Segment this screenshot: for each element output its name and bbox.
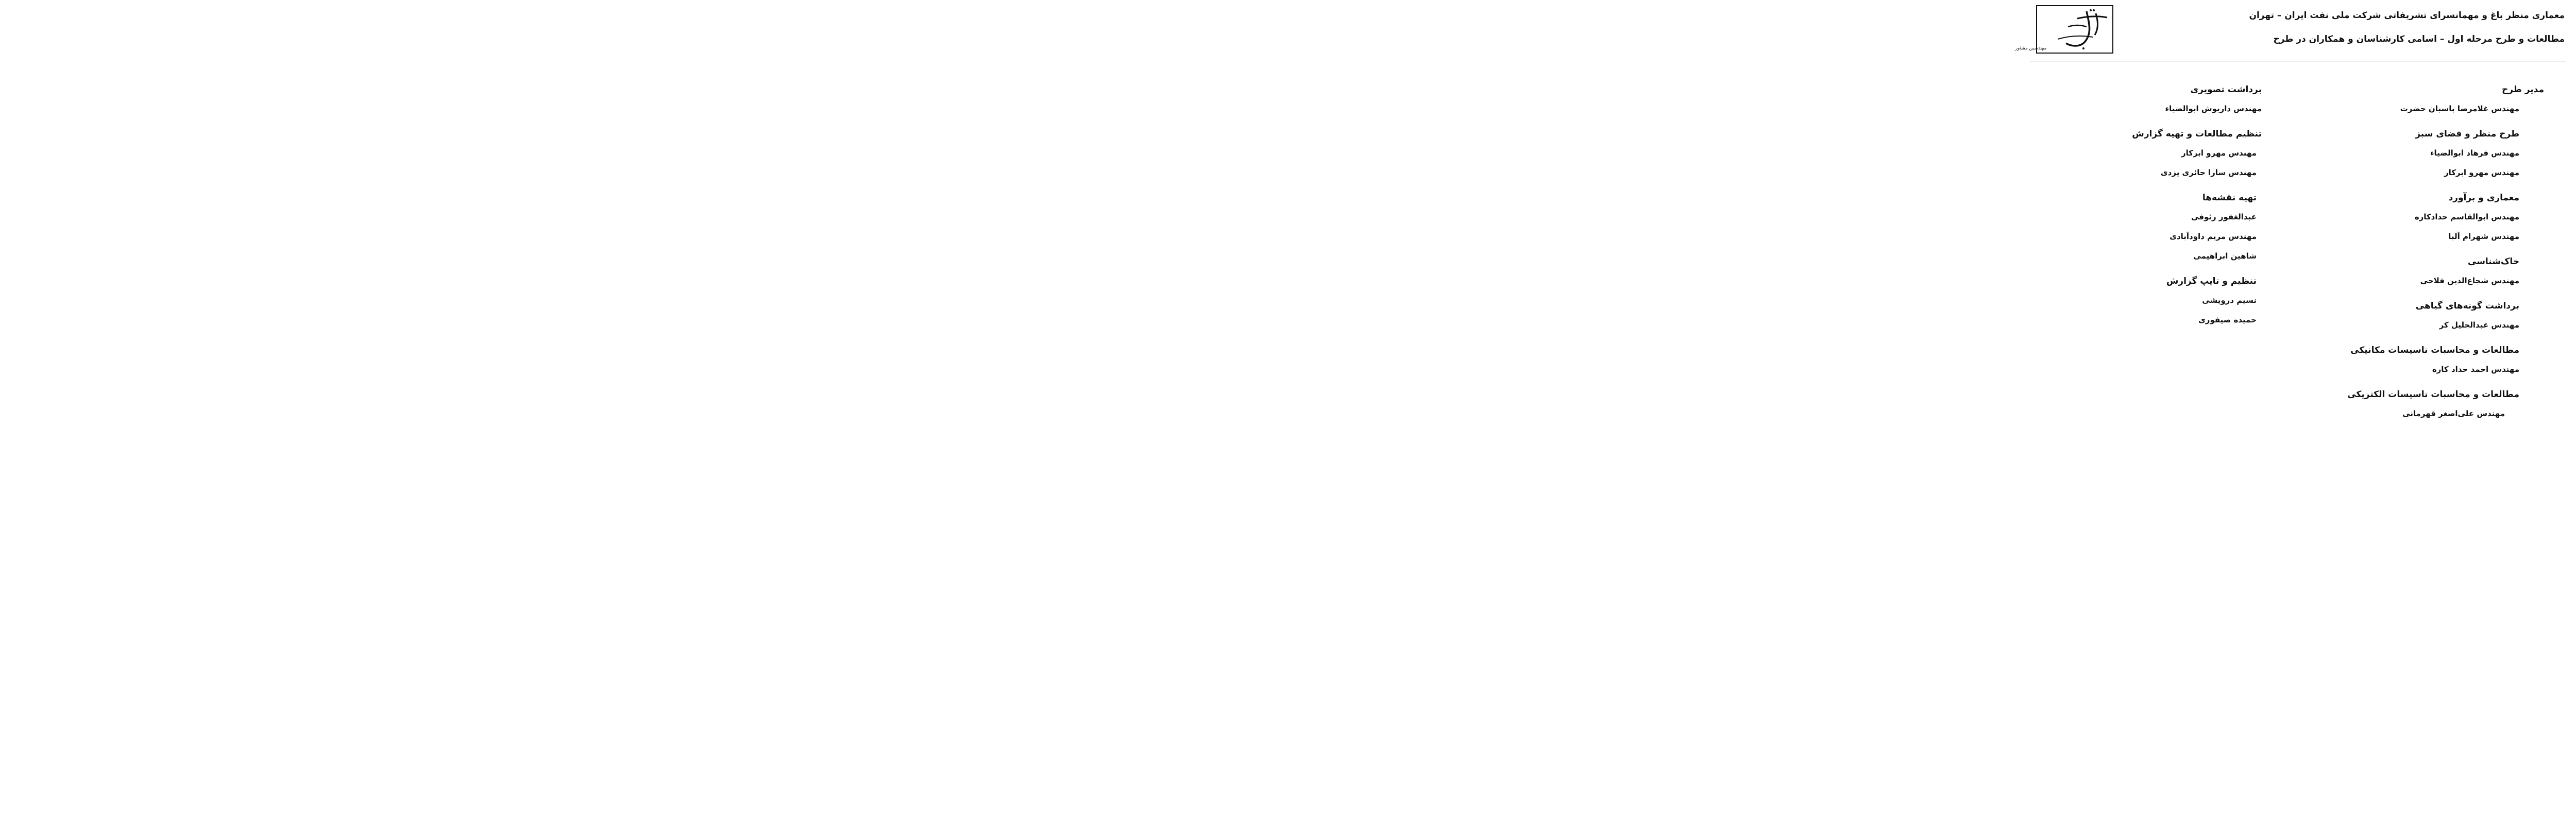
- section-plant-survey: [2303, 300, 2519, 331]
- left-column: [2087, 83, 2262, 339]
- section-heading: طرح منظر و فضای سبز: [2415, 129, 2519, 139]
- member-name: مهندس شجاع‌الدین فلاحی: [2420, 276, 2519, 285]
- section-heading: مطالعات و محاسبات تاسیسات مکانیکی: [2350, 345, 2519, 355]
- document-subtitle: مطالعات و طرح مرحله اول – اسامی کارشناسان و همکاران در طرح: [2273, 34, 2565, 44]
- right-column: [2303, 83, 2544, 433]
- member-name: مهندس فرهاد ابوالضیاء: [2430, 148, 2519, 158]
- member-name: مهندس غلامرضا پاسبان حضرت: [2400, 104, 2519, 113]
- section-architecture-estimate: [2303, 192, 2519, 242]
- member-name: مهندس مهرو ابرکار: [2181, 148, 2257, 158]
- member-name: عبدالغفور رئوفی: [2191, 212, 2257, 221]
- document-title: معماری منظر باغ و مهمانسرای تشریفاتی شرکت ملی نفت ایران – تهران: [2249, 10, 2565, 21]
- section-heading: تهیه نقشه‌ها: [2202, 193, 2257, 203]
- member-name: مهندس علی‌اصغر قهرمانی: [2402, 409, 2505, 418]
- company-logo: [2015, 5, 2113, 54]
- section-electrical: [2303, 388, 2519, 419]
- section-heading: تنظیم مطالعات و تهیه گزارش: [2132, 129, 2262, 139]
- calligraphy-logo-icon: [2015, 6, 2112, 53]
- member-name: مهندس شهرام آلبا: [2448, 232, 2519, 241]
- section-typing: [2087, 275, 2262, 325]
- section-heading: معماری و برآورد: [2448, 193, 2519, 203]
- member-name: مهندس سارا حائری یزدی: [2160, 168, 2257, 177]
- document-header: [2015, 0, 2576, 62]
- section-heading: برداشت گونه‌های گیاهی: [2415, 301, 2519, 311]
- member-name: مهندس ابوالقاسم حدادکاره: [2414, 212, 2519, 221]
- section-report-preparation: [2087, 128, 2262, 178]
- member-name: مهندس احمد حداد کاره: [2432, 365, 2519, 374]
- section-heading: خاک‌شناسی: [2468, 256, 2519, 267]
- section-project-manager: [2303, 83, 2544, 114]
- section-mechanical: [2303, 344, 2519, 375]
- logo-subtext: مهندسین مشاور: [2015, 46, 2046, 51]
- section-heading: تنظیم و تایپ گزارش: [2166, 276, 2257, 286]
- section-heading: مدیر طرح: [2501, 84, 2544, 95]
- member-name: شاهین ابراهیمی: [2193, 251, 2257, 261]
- section-heading: مطالعات و محاسبات تاسیسات الکتریکی: [2347, 389, 2519, 400]
- member-name: نسیم درویشی: [2202, 296, 2257, 305]
- member-name: مهندس عبدالجلیل کر: [2439, 320, 2519, 330]
- member-name: مهندس مریم داودآبادی: [2170, 232, 2257, 241]
- member-name: مهندس مهرو ابرکار: [2444, 168, 2519, 177]
- section-soil-science: [2303, 255, 2519, 286]
- section-drawings: [2087, 192, 2262, 262]
- section-photography: [2087, 83, 2262, 114]
- member-name: حمیده صیفوری: [2198, 315, 2257, 324]
- section-heading: برداشت تصویری: [2190, 84, 2262, 95]
- section-landscape-design: [2303, 128, 2519, 178]
- member-name: مهندس داریوش ابوالضیاء: [2165, 104, 2262, 113]
